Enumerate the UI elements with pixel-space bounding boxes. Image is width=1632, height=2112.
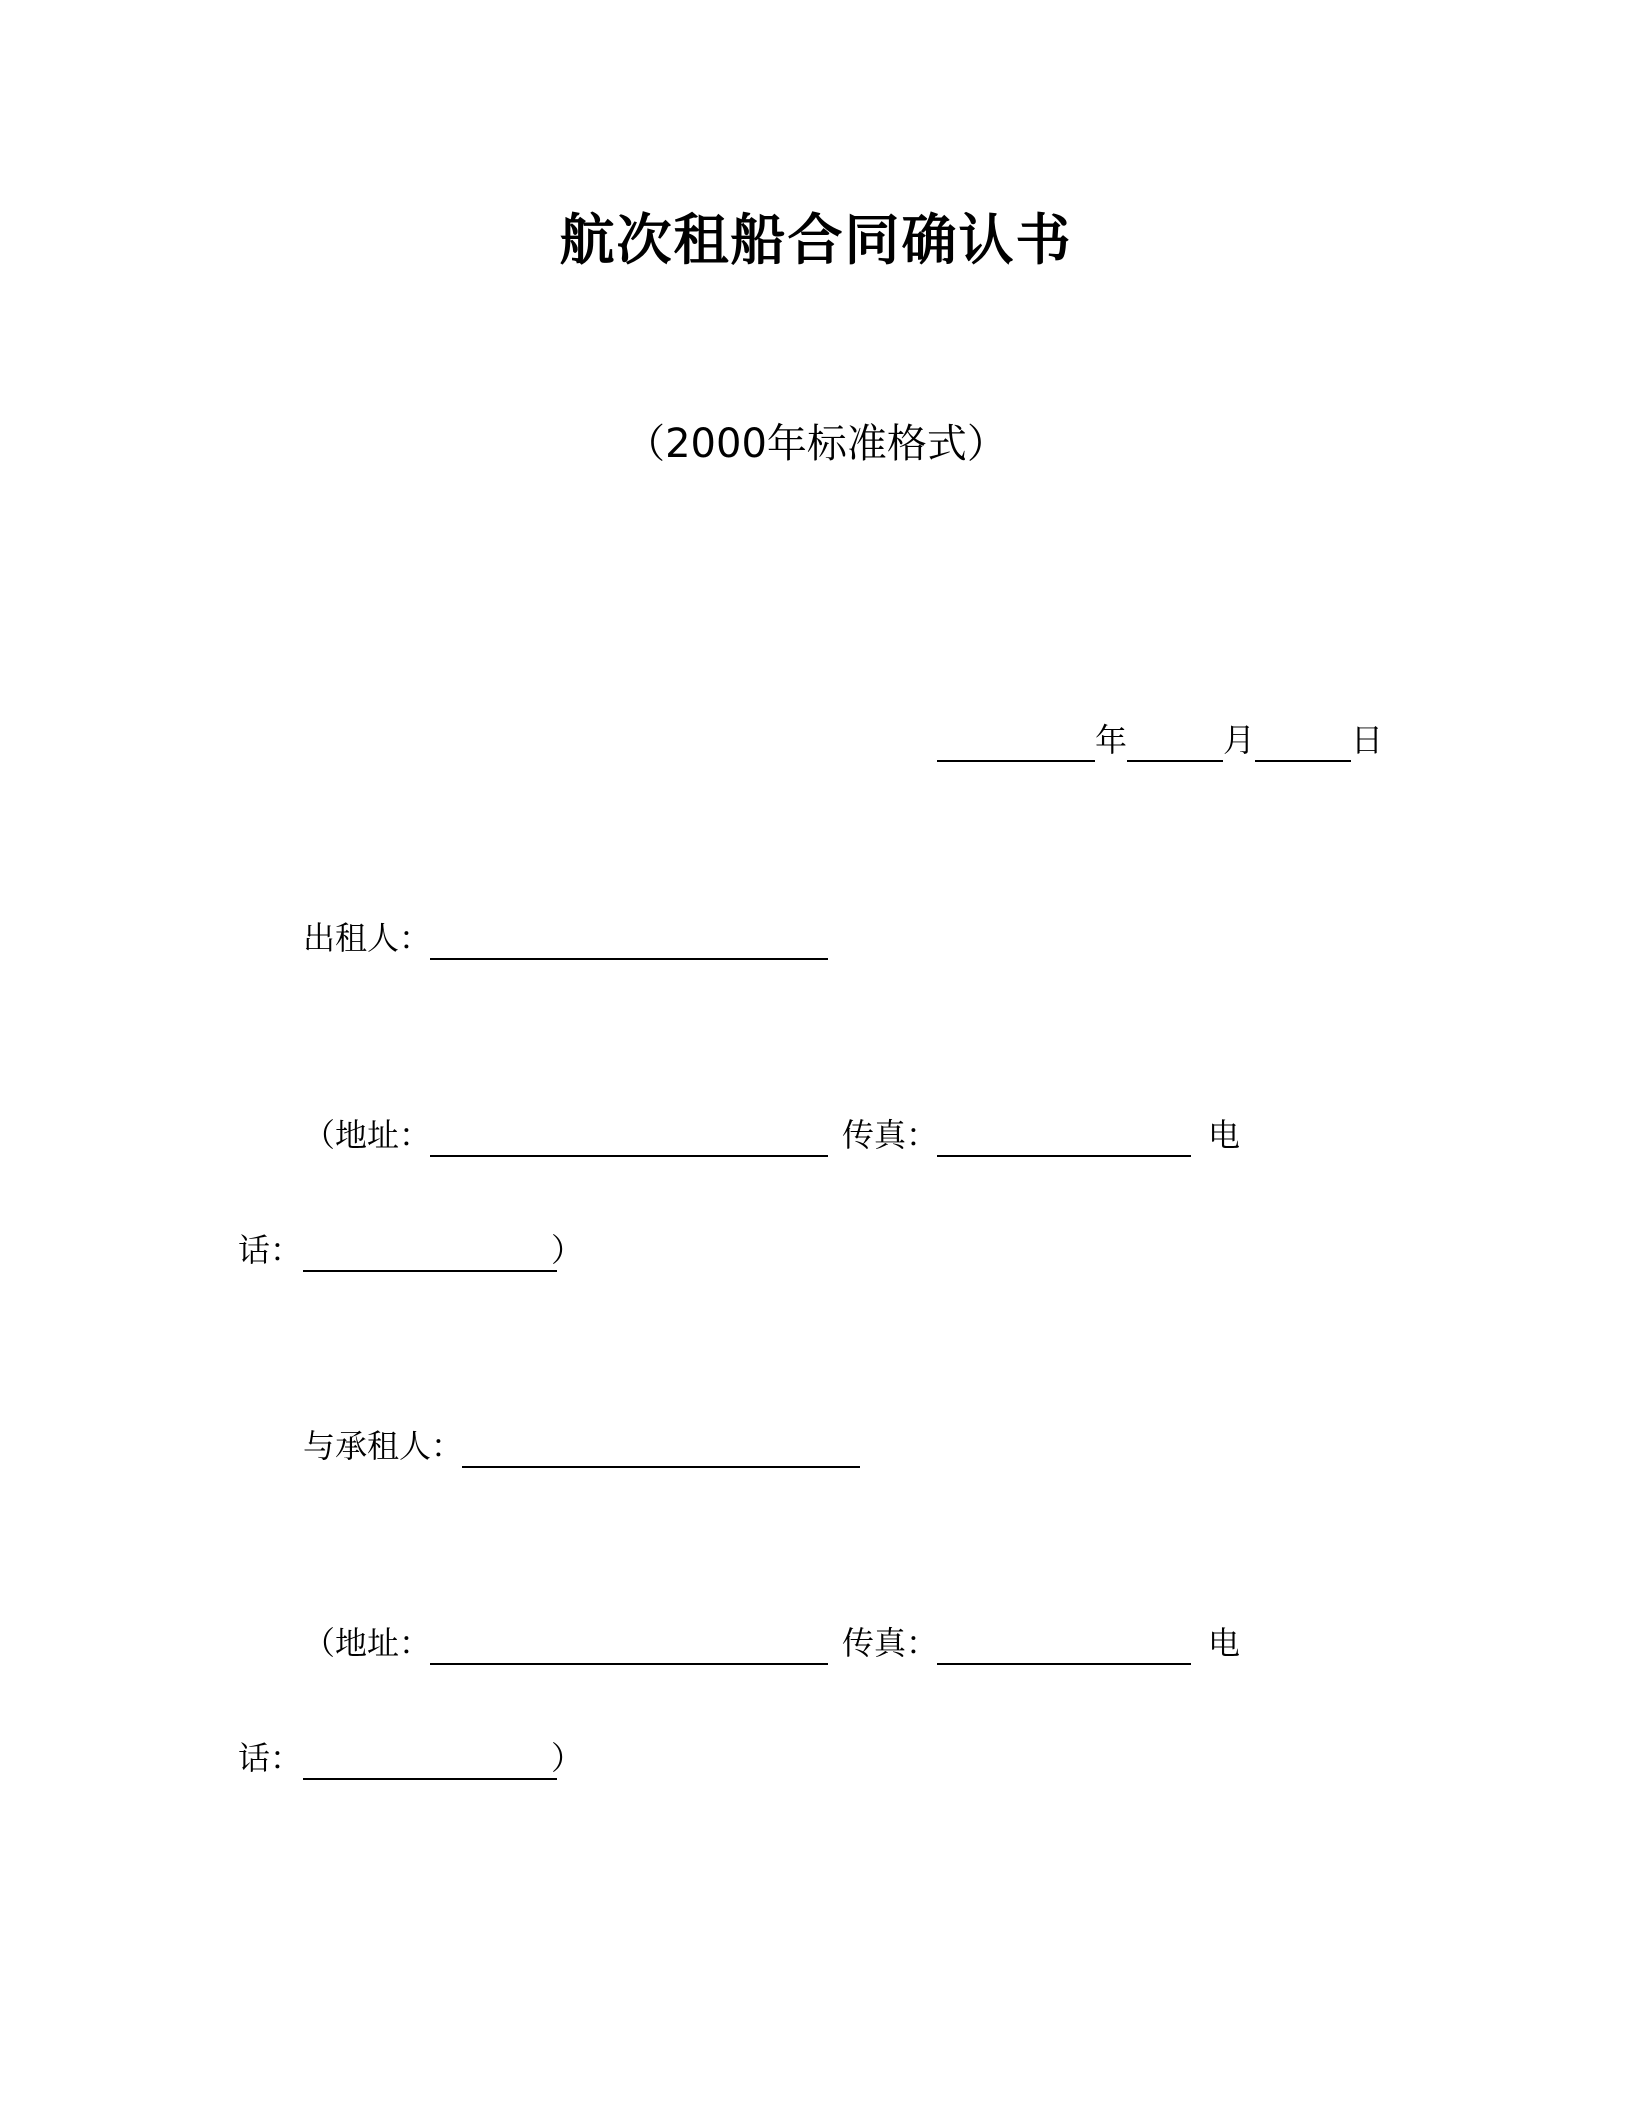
lessor-address-label: （地址： [303, 1116, 432, 1154]
lessor-fax-blank[interactable] [937, 1155, 1191, 1157]
month-label: 月 [1223, 721, 1256, 759]
lessee-name-blank[interactable] [462, 1466, 860, 1468]
lessee-address-label: （地址： [303, 1624, 432, 1662]
lessor-phone-label-part1: 电 [1208, 1116, 1241, 1154]
lessee-address-blank[interactable] [430, 1663, 828, 1665]
day-blank[interactable] [1255, 760, 1351, 762]
lessee-close-paren: ） [551, 1739, 584, 1777]
document-subtitle: （2000年标准格式） [625, 421, 1007, 467]
lessor-phone-label-part2: 话： [238, 1231, 303, 1269]
lessor-name-blank[interactable] [430, 958, 828, 960]
lessor-phone-blank[interactable] [303, 1270, 557, 1272]
lessee-phone-blank[interactable] [303, 1778, 557, 1780]
lessee-fax-label: 传真： [842, 1624, 939, 1662]
lessor-address-blank[interactable] [430, 1155, 828, 1157]
lessee-fax-blank[interactable] [937, 1663, 1191, 1665]
lessee-phone-label-part2: 话： [238, 1739, 303, 1777]
day-label: 日 [1351, 721, 1384, 759]
lessor-fax-label: 传真： [842, 1116, 939, 1154]
month-blank[interactable] [1127, 760, 1223, 762]
lessee-phone-label-part1: 电 [1208, 1624, 1241, 1662]
year-blank[interactable] [937, 760, 1095, 762]
year-label: 年 [1095, 721, 1128, 759]
lessor-label: 出租人： [303, 919, 432, 957]
lessee-label: 与承租人： [303, 1427, 464, 1465]
document-title: 航次租船合同确认书 [559, 208, 1073, 272]
lessor-close-paren: ） [551, 1231, 584, 1269]
